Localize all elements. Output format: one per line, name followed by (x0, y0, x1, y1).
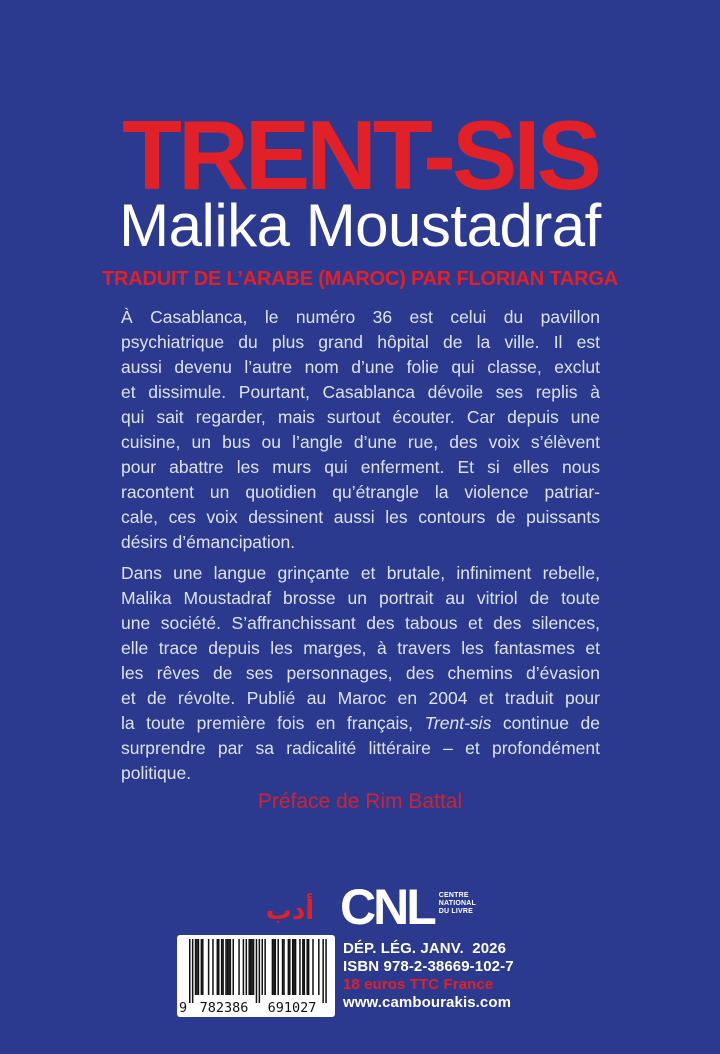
cnl-wordmark-line: CENTRE (438, 892, 469, 899)
publisher-website: www.cambourakis.com (343, 994, 512, 1011)
cnl-wordmark (439, 892, 476, 930)
deposit-legal-line: DÉP. LÉG. JANV. 2026 (343, 940, 507, 957)
genre-label-arabic: أدب (265, 895, 315, 925)
author-name: Malika Moustadraf (119, 192, 601, 259)
cnl-wordmark-line: NATIONAL (438, 900, 477, 907)
barcode-digit-group2: 691027 (267, 1000, 317, 1016)
cnl-logo (340, 879, 477, 935)
cnl-wordmark-line: DU LIVRE (438, 908, 474, 915)
barcode-digit-group1: 782386 (199, 1000, 249, 1016)
cnl-acronym: CNL (340, 879, 434, 935)
translation-credit: TRADUIT DE L’ARABE (MAROC) PAR FLORIAN TARGA (102, 268, 618, 290)
barcode-digit-first: 9 (179, 1000, 188, 1016)
isbn-line: ISBN 978-2-38669-102-7 (343, 958, 514, 975)
synopsis (121, 305, 600, 786)
ean-barcode (177, 935, 335, 1017)
synopsis-paragraph-1: À Casablanca, le numéro 36 est celui du pavillon psychiatrique du plus grand hôpital de la ville. Il est aussi devenu l’autre nom d’une folie qui classe, exclut et dissimule. Pourtant, Casablanca dévoile ses replis à qui sait regarder, mais surtout écouter. Car depuis une cuisine, un bus ou l’angle d’une rue, des voix s’élèvent pour abattre les murs qui enferment. Et si elles nous racontent un quotidien qu’étrangle la violence patriar- cale, ces voix dessinent aussi les contours de puissants désirs d’émancipation. (121, 307, 600, 552)
price-line: 18 euros TTC France (343, 976, 494, 993)
barcode-bars-icon (189, 939, 327, 1008)
preface-credit: Préface de Rim Battal (257, 790, 463, 813)
synopsis-paragraph-2: Dans une langue grinçante et brutale, infiniment rebelle, Malika Moustadraf brosse un portrait au vitriol de toute une société. S’affranchissant des tabous et des silences, elle trace depuis les marges, à travers les fantasmes et les rêves de ses personnages, des chemins d’évasion et de révolte. Publié au Maroc en 2004 et traduit pour la toute première fois en français, Trent-sis continue de surprendre par sa radicalité littéraire – et profondément politique. (121, 563, 600, 783)
book-title: TRENT-SIS (122, 100, 598, 210)
legal-block (343, 940, 514, 1012)
